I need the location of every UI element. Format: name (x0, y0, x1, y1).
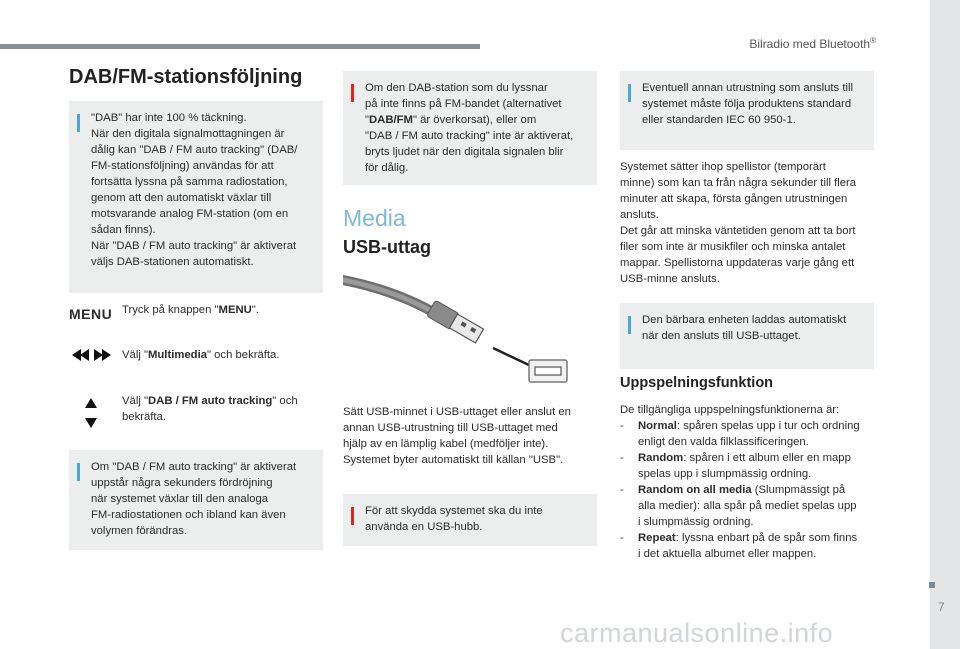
playlist-text: Systemet sätter ihop spellistor (temporärt minne) som kan ta från några sekunder till flera minuter att skapa, första gången utrustningen ansluts. Det går att minska väntetiden genom att ta bort filer som inte är musikfiler och minska antalet mappar. Spellistorna uppdateras varje gång ett USB-minne ansluts. (620, 161, 857, 285)
info-icon (628, 316, 631, 334)
arrow-down-icon (85, 418, 97, 428)
arrow-icons (84, 398, 98, 430)
playback-intro: De tillgängliga uppspelningsfunktionerna är: (620, 404, 840, 416)
playback-modes-list (620, 418, 880, 562)
info-icon (77, 114, 80, 132)
info-box (620, 303, 874, 369)
list-item: - Random: spåren i ett album eller en mapp spelas upp i slumpmässig ordning. (620, 452, 851, 480)
step-menu: Tryck på knappen "MENU". (122, 304, 259, 316)
info-text: Den bärbara enheten laddas automatiskt när den ansluts till USB-uttaget. (642, 314, 847, 342)
running-header: Bilradio med Bluetooth® (749, 36, 876, 51)
warning-box (343, 71, 597, 185)
media-heading: Media (343, 205, 406, 231)
info-text: "DAB" har inte 100 % täckning. När den digitala signalmottagningen är dålig kan "DAB / FM auto tracking" (DAB/ FM-stationsföljning) användas för att fortsätta lyssna på samma radiostation, genom att den automatiskt växlar till motsvarande analog FM-station (om en sådan finns). När "DAB / FM auto tracking" är aktiverat väljs DAB-stationen automatiskt. (91, 112, 298, 268)
warning-text: För att skydda systemet ska du inte använda en USB-hubb. (365, 505, 543, 533)
list-item: - Repeat: lyssna enbart på de spår som finns i det aktuella albumet eller mappen. (620, 532, 858, 560)
page-edge-strip (930, 0, 960, 649)
step-dab-fm: Välj "DAB / FM auto tracking" och bekräfta. (122, 395, 298, 423)
skip-forward-icon (94, 349, 111, 361)
usb-text: Sätt USB-minnet i USB-uttaget eller anslut en annan USB-utrustning till USB-uttaget med hjälp av en lämplig kabel (medföljer inte). Systemet byter automatiskt till källan "USB". (343, 406, 571, 466)
list-item: - Normal: spåren spelas upp i tur och ordning enligt den valda filklassificeringen. (620, 420, 860, 448)
info-box (69, 450, 323, 550)
info-icon (628, 84, 631, 102)
warning-text: Om den DAB-station som du lyssnar på inte finns på FM-bandet (alternativet "DAB/FM" är överkorsat), eller om "DAB / FM auto tracking" inte är aktiverat, bryts ljudet när den digitala signalen blir för dålig. (365, 82, 574, 174)
info-icon (77, 463, 80, 481)
warning-icon (351, 507, 354, 525)
page-number: 7 (938, 600, 945, 614)
info-box (69, 101, 323, 293)
menu-icon: MENU (69, 306, 113, 322)
end-marker (929, 582, 935, 588)
watermark: carmanualsonline.info (560, 618, 834, 648)
usb-plug-illustration (343, 270, 573, 390)
header-rule (0, 44, 480, 49)
section-title: DAB/FM-stationsföljning (69, 66, 303, 88)
arrow-up-icon (85, 398, 97, 408)
list-item: - Random on all media (Slumpmässigt på alla medier): alla spår på mediet spelas upp i slumpmässig ordning. (620, 484, 857, 528)
info-box (620, 71, 874, 150)
warning-icon (351, 84, 354, 102)
info-text: Eventuell annan utrustning som ansluts till systemet måste följa produktens standard eller standarden IEC 60 950-1. (642, 82, 853, 126)
skip-back-icon (72, 349, 89, 361)
step-multimedia: Välj "Multimedia" och bekräfta. (122, 349, 280, 361)
info-text: Om "DAB / FM auto tracking" är aktiverat uppstår några sekunders fördröjning när systemet växlar till den analoga FM-radiostationen och ibland kan även volymen förändras. (91, 461, 297, 537)
usb-heading: USB-uttag (343, 237, 431, 257)
skip-icons (72, 348, 114, 362)
warning-box (343, 494, 597, 546)
playback-heading: Uppspelningsfunktion (620, 375, 774, 391)
